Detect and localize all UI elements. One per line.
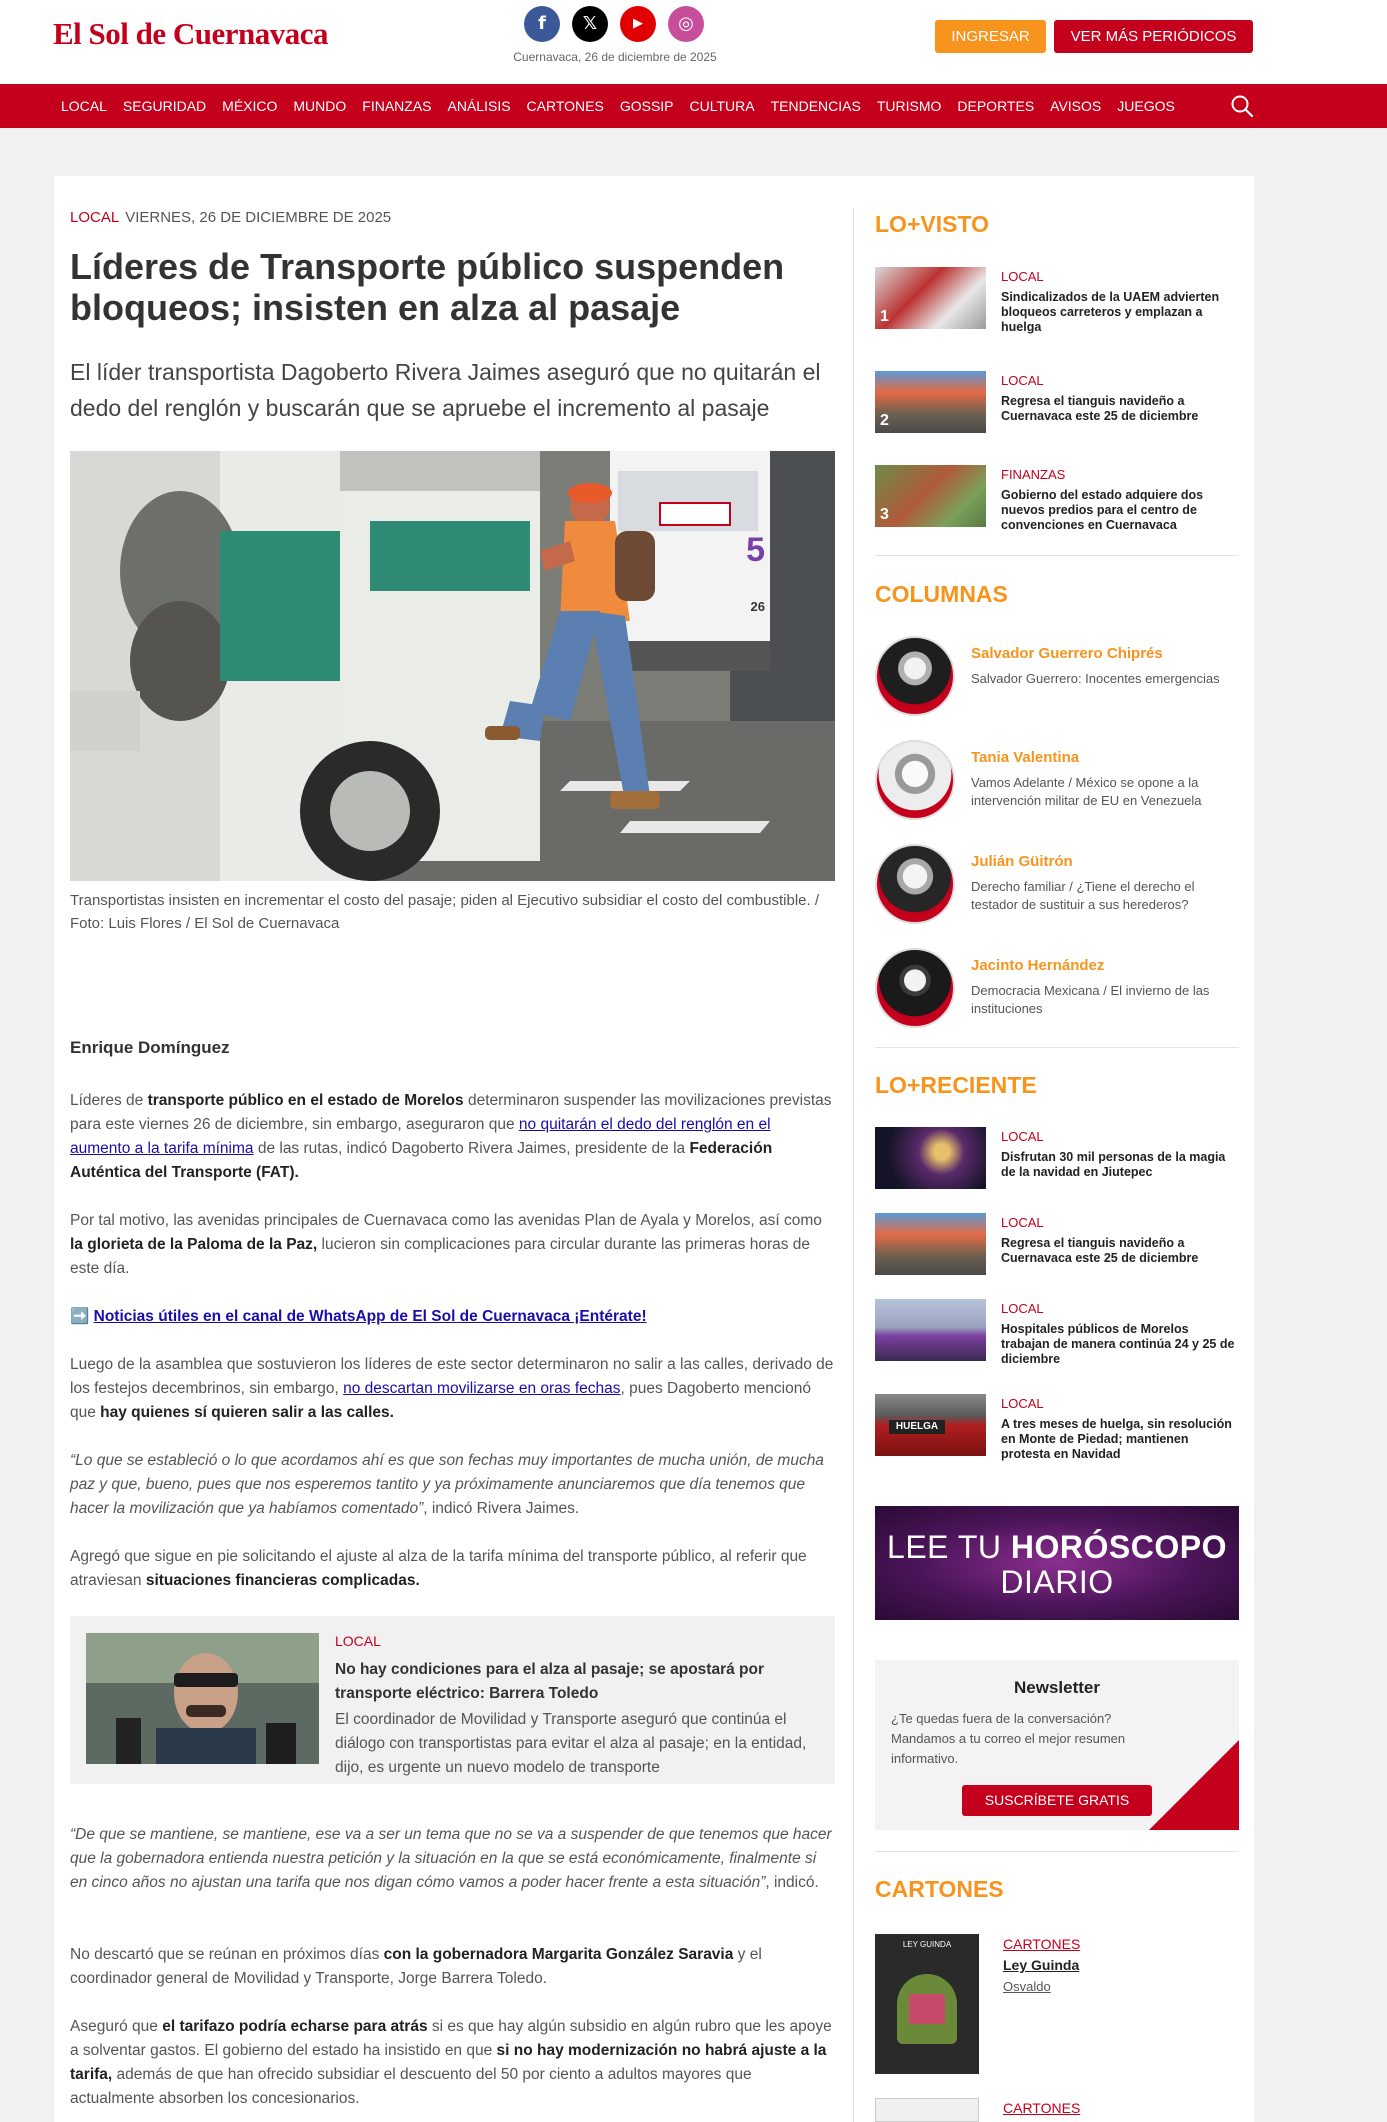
login-button[interactable]: INGRESAR xyxy=(935,20,1046,53)
recent-thumbnail xyxy=(875,1127,986,1189)
section-divider xyxy=(875,555,1239,556)
newsletter-box xyxy=(875,1660,1239,1830)
most-viewed-item[interactable] xyxy=(875,371,1239,441)
cartoon-item[interactable] xyxy=(875,2098,1239,2122)
bus-route-number: 5 xyxy=(746,531,765,569)
column-item[interactable] xyxy=(875,844,1239,928)
cartoons-heading: CARTONES xyxy=(875,1876,1004,1902)
most-viewed-thumbnail xyxy=(875,267,986,329)
column-title[interactable]: Salvador Guerrero: Inocentes emergencias xyxy=(971,671,1220,686)
most-viewed-title[interactable]: Sindicalizados de la UAEM advierten bloqueos carreteros y emplazan a huelga xyxy=(1001,290,1220,334)
nav-item-cartones[interactable]: CARTONES xyxy=(526,98,604,114)
cartoon-section[interactable]: CARTONES xyxy=(1003,1936,1081,1952)
most-viewed-item[interactable] xyxy=(875,267,1239,337)
columnist-name[interactable]: Julián Güitrón xyxy=(971,853,1073,870)
nav-item-avisos[interactable]: AVISOS xyxy=(1050,98,1102,114)
recent-title[interactable]: Regresa el tianguis navideño a Cuernavaca este 25 de diciembre xyxy=(1001,1236,1199,1265)
most-viewed-title[interactable]: Gobierno del estado adquiere dos nuevos predios para el centro de convenciones en Cuernavaca xyxy=(1001,488,1204,532)
most-viewed-section[interactable]: LOCAL xyxy=(1001,373,1044,388)
facebook-icon[interactable]: f xyxy=(524,6,560,42)
bus-unit-number: 26 xyxy=(750,599,765,614)
column-item[interactable] xyxy=(875,948,1239,1032)
most-viewed-heading: LO+VISTO xyxy=(875,211,989,237)
related-article-title[interactable]: No hay condiciones para el alza al pasaje; se apostará por transporte eléctrico: Barrera Toledo xyxy=(335,1661,764,1702)
cartoon-author[interactable]: Osvaldo xyxy=(1003,1979,1051,1994)
article-subtitle: El líder transportista Dagoberto Rivera Jaimes aseguró que no quitarán el dedo del renglón y buscarán que se apruebe el incremento al pasaje xyxy=(70,359,821,421)
nav-item-cultura[interactable]: CULTURA xyxy=(689,98,755,114)
rank-number: 1 xyxy=(880,308,889,325)
article-quote-1: “Lo que se estableció o lo que acordamos ahí es que son fechas muy importantes de mucha unión, de mucha paz y que, bueno, pues que nos esperemos tantito y ya próximamente anunciaremos que día tenemos que hacer la movilización que ya habíamos comentado”, indicó Rivera Jaimes. xyxy=(70,1452,824,1517)
column-item[interactable] xyxy=(875,636,1239,720)
columnist-name[interactable]: Jacinto Hernández xyxy=(971,957,1105,974)
site-header xyxy=(0,0,1387,84)
article-paragraph-6: Aseguró que el tarifazo podría echarse para atrás si es que hay algún subsidio en algún rubro que les apoye a solventar gastos. El gobierno del estado ha insistido en que si no hay modernización no habrá ajuste a la tarifa, además de que han ofrecido subsidiar el descuento del 50 por ciento a adultos mayores que actualmente absorben los concesionarios. xyxy=(70,2018,832,2107)
most-viewed-item[interactable] xyxy=(875,465,1239,535)
article-paragraph-2: Por tal motivo, las avenidas principales de Cuernavaca como las avenidas Plan de Ayala y Morelos, así como la glorieta de la Paloma de la Paz, lucieron sin complicaciones para circular durante las primeras horas de este día. xyxy=(70,1212,822,1277)
search-icon[interactable] xyxy=(1229,93,1255,119)
nav-item-finanzas[interactable]: FINANZAS xyxy=(362,98,432,114)
nav-item-seguridad[interactable]: SEGURIDAD xyxy=(122,98,207,114)
section-divider xyxy=(875,1851,1239,1852)
recent-title[interactable]: Disfrutan 30 mil personas de la magia de la navidad en Jiutepec xyxy=(1001,1150,1226,1179)
columnist-avatar xyxy=(875,740,955,820)
article-paragraph-1: Líderes de transporte público en el estado de Morelos determinaron suspender las movilizaciones previstas para este viernes 26 de diciembre, sin embargo, aseguraron que no quitarán el dedo del renglón en el aumento a la tarifa mínima de las rutas, indicó Dagoberto Rivera Jaimes, presidente de la Federación Auténtica del Transporte (FAT). xyxy=(70,1092,832,1181)
arrow-right-icon: ➡️ xyxy=(70,1308,90,1325)
recent-item[interactable] xyxy=(875,1299,1239,1369)
recent-section[interactable]: LOCAL xyxy=(1001,1301,1044,1316)
article-quote-2: “De que se mantiene, se mantiene, ese va a ser un tema que no se va a suspender de que tenemos que hacer que la gobernadora entienda nuestra petición y la situación en la que se está económicamente, finalmente si en cinco años no ajustan una tarifa que nos digan cómo vamos a poder hacer frente a esta situación”, indicó. xyxy=(70,1826,832,1891)
nav-item-analisis[interactable]: ANÁLISIS xyxy=(447,98,511,114)
rank-number: 3 xyxy=(880,506,889,523)
recent-title[interactable]: A tres meses de huelga, sin resolución en Monte de Piedad; mantienen protesta en Navidad xyxy=(1001,1417,1232,1461)
nav-item-juegos[interactable]: JUEGOS xyxy=(1117,98,1175,114)
nav-items xyxy=(53,84,1183,128)
nav-item-mundo[interactable]: MUNDO xyxy=(293,98,347,114)
subscribe-button[interactable]: SUSCRÍBETE GRATIS xyxy=(962,1785,1152,1816)
cartoon-title[interactable]: Ley Guinda xyxy=(1003,1957,1080,1973)
youtube-icon[interactable]: ▶ xyxy=(620,6,656,42)
column-title[interactable]: Vamos Adelante / México se opone a la intervención militar de EU en Venezuela xyxy=(971,775,1202,808)
most-viewed-section[interactable]: LOCAL xyxy=(1001,269,1044,284)
rank-number: 2 xyxy=(880,412,889,429)
nav-item-mexico[interactable]: MÉXICO xyxy=(222,98,278,114)
recent-thumbnail xyxy=(875,1299,986,1361)
article-date: VIERNES, 26 DE DICIEMBRE DE 2025 xyxy=(125,209,392,226)
recent-heading: LO+RECIENTE xyxy=(875,1072,1037,1098)
recent-item[interactable] xyxy=(875,1127,1239,1197)
cartoon-caption: LEY GUINDA xyxy=(902,1940,952,1949)
photo-caption: Transportistas insisten en incrementar el costo del pasaje; piden al Ejecutivo subsidiar el costo del combustible. / Foto: Luis Flores / El Sol de Cuernavaca xyxy=(70,892,819,932)
recent-item[interactable] xyxy=(875,1213,1239,1283)
x-icon[interactable]: 𝕏 xyxy=(572,6,608,42)
cartoon-thumbnail xyxy=(875,1934,979,2074)
article-author: Enrique Domínguez xyxy=(70,1038,230,1057)
header-date: Cuernavaca, 26 de diciembre de 2025 xyxy=(513,50,717,64)
article-paragraph-3: Luego de la asamblea que sostuvieron los líderes de este sector determinaron no salir a las calles, derivado de los festejos decembrinos, sin embargo, no descartan movilizarse en oras fechas, pues Dagoberto mencionó que hay quienes sí quieren salir a las calles. xyxy=(70,1356,834,1421)
recent-section[interactable]: LOCAL xyxy=(1001,1129,1044,1144)
more-newspapers-button[interactable]: VER MÁS PERIÓDICOS xyxy=(1054,20,1253,53)
cartoon-item[interactable] xyxy=(875,1934,1239,2079)
newsletter-title: Newsletter xyxy=(1014,1678,1100,1697)
most-viewed-thumbnail xyxy=(875,371,986,433)
nav-item-turismo[interactable]: TURISMO xyxy=(876,98,942,114)
recent-thumbnail xyxy=(875,1213,986,1275)
related-article-section[interactable]: LOCAL xyxy=(335,1633,381,1649)
column-item[interactable] xyxy=(875,740,1239,824)
article-paragraph-5: No descartó que se reúnan en próximos días con la gobernadora Margarita González Saravia y el coordinador general de Movilidad y Transporte, Jorge Barrera Toledo. xyxy=(70,1946,762,1987)
site-logo[interactable]: El Sol de Cuernavaca xyxy=(53,16,329,51)
column-divider xyxy=(853,208,854,2122)
columnist-avatar xyxy=(875,844,955,924)
content-card xyxy=(54,176,1254,2122)
recent-section[interactable]: LOCAL xyxy=(1001,1396,1044,1411)
related-article-description: El coordinador de Movilidad y Transporte aseguró que continúa el diálogo con transportistas para evitar el alza al pasaje; en la entidad, dijo, es urgente un nuevo modelo de transporte xyxy=(335,1711,807,1776)
newsletter-decoration xyxy=(1149,1740,1239,1830)
inline-link-movilizarse[interactable]: no descartan movilizarse en oras fechas xyxy=(343,1380,621,1397)
cartoon-thumbnail xyxy=(875,2098,979,2122)
article-paragraph-4: Agregó que sigue en pie solicitando el ajuste al alza de la tarifa mínima del transporte público, al referir que atraviesan situaciones financieras complicadas. xyxy=(70,1548,807,1589)
article-meta xyxy=(70,209,391,226)
inline-link-tarifa[interactable]: no quitarán el dedo del renglón en el aumento a la tarifa mínima xyxy=(70,1116,771,1157)
recent-section[interactable]: LOCAL xyxy=(1001,1215,1044,1230)
strike-sign: HUELGA xyxy=(889,1420,945,1434)
nav-item-gossip[interactable]: GOSSIP xyxy=(619,98,674,114)
whatsapp-link-paragraph xyxy=(70,1305,835,1329)
recent-thumbnail xyxy=(875,1394,986,1456)
related-article-photo xyxy=(86,1633,319,1764)
article-photo xyxy=(70,451,835,881)
columnist-avatar xyxy=(875,948,955,1028)
horoscope-banner[interactable] xyxy=(875,1506,1239,1620)
column-title[interactable]: Derecho familiar / ¿Tiene el derecho el testador de sustituir a sus herederos? xyxy=(971,879,1195,912)
social-links xyxy=(524,6,704,42)
columnist-name[interactable]: Tania Valentina xyxy=(971,749,1080,766)
most-viewed-section[interactable]: FINANZAS xyxy=(1001,467,1066,482)
columnist-name[interactable]: Salvador Guerrero Chiprés xyxy=(971,645,1163,662)
main-nav xyxy=(0,84,1387,128)
recent-item[interactable] xyxy=(875,1394,1239,1464)
nav-item-deportes[interactable]: DEPORTES xyxy=(957,98,1035,114)
most-viewed-thumbnail xyxy=(875,465,986,527)
newsletter-text: ¿Te quedas fuera de la conversación? Mandamos a tu correo el mejor resumen informativo. xyxy=(891,1711,1126,1766)
instagram-icon[interactable]: ◎ xyxy=(668,6,704,42)
section-divider xyxy=(875,1047,1239,1048)
nav-item-tendencias[interactable]: TENDENCIAS xyxy=(770,98,861,114)
columns-heading: COLUMNAS xyxy=(875,581,1008,607)
whatsapp-channel-link[interactable]: Noticias útiles en el canal de WhatsApp de El Sol de Cuernavaca ¡Entérate! xyxy=(93,1308,647,1325)
most-viewed-title[interactable]: Regresa el tianguis navideño a Cuernavaca este 25 de diciembre xyxy=(1001,394,1199,423)
column-title[interactable]: Democracia Mexicana / El invierno de las instituciones xyxy=(971,983,1210,1016)
recent-title[interactable]: Hospitales públicos de Morelos trabajan de manera continúa 24 y 25 de diciembre xyxy=(1001,1322,1235,1366)
related-article-card[interactable] xyxy=(70,1616,835,1784)
columnist-avatar xyxy=(875,636,955,716)
cartoon-section[interactable]: CARTONES xyxy=(1003,2100,1081,2116)
article-title: Líderes de Transporte público suspenden bloqueos; insisten en alza al pasaje xyxy=(70,246,785,328)
article-section[interactable]: LOCAL xyxy=(70,209,120,226)
nav-item-local[interactable]: LOCAL xyxy=(61,98,107,114)
horoscope-banner-text: LEE TU HORÓSCOPO DIARIO xyxy=(887,1529,1227,1600)
